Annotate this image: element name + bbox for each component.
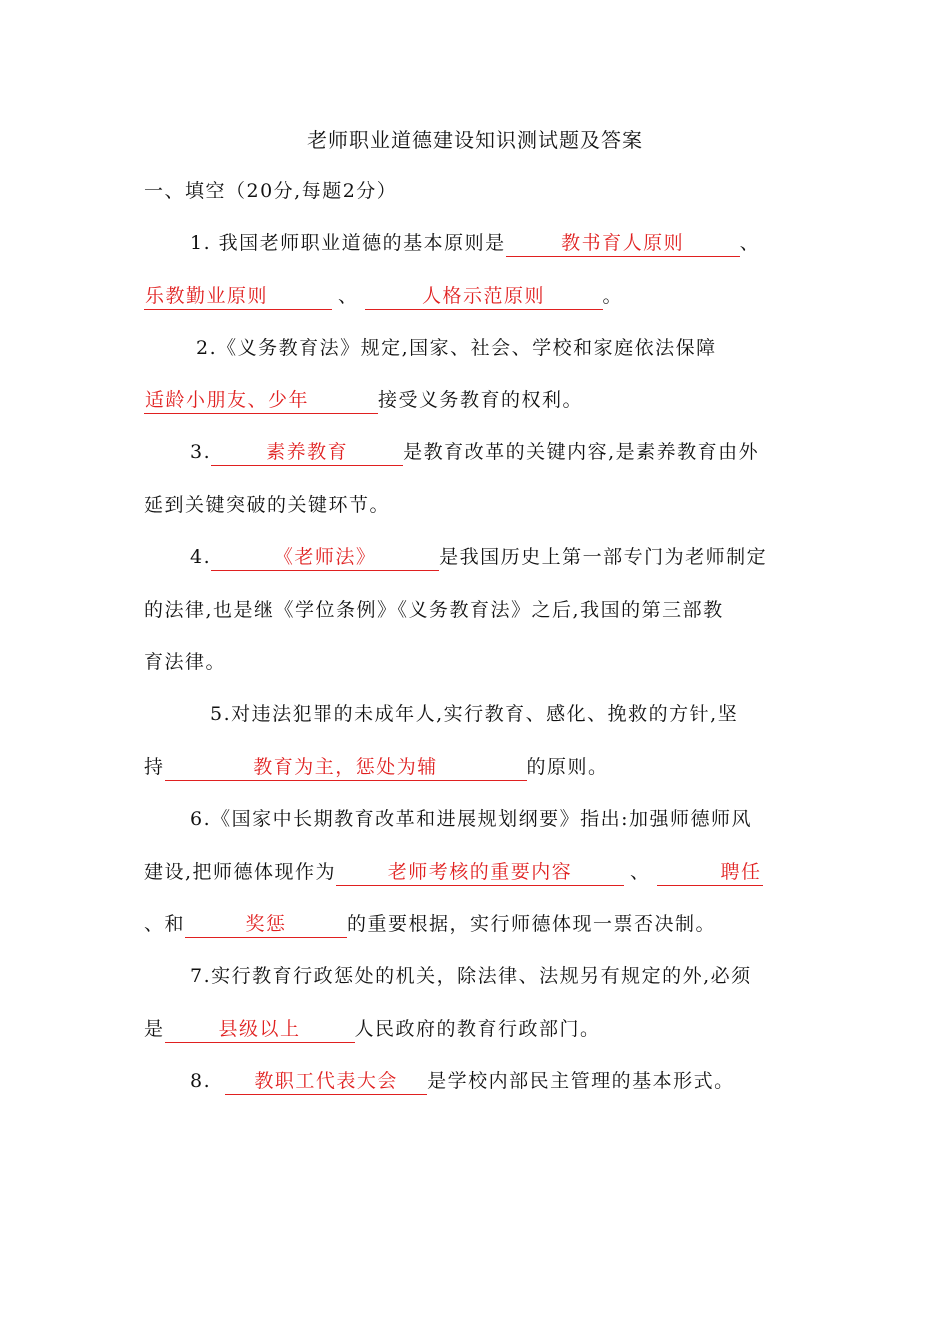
question-5-answer: 教育为主，惩处为辅 [165,757,527,781]
question-6-text: 建设,把师德体现作为 [144,861,337,883]
question-2-text: 接受义务教育的权利。 [378,389,584,411]
question-4-line-2: 的法律,也是继《学位条例》《义务教育法》之后,我国的第三部教 [144,599,724,621]
question-6-line-3 [144,909,716,938]
question-4-line-3: 育法律。 [144,651,227,673]
question-3-number: 3. [190,441,212,463]
question-7-text: 是 [144,1018,165,1040]
question-2-line-1: 2.《义务教育法》规定,国家、社会、学校和家庭依法保障 [196,337,717,359]
question-4-number: 4. [190,546,212,568]
question-6-answer-3: 奖惩 [185,914,347,938]
question-6-answer-2: 聘任 [657,862,763,886]
question-5-text-end: 的原则。 [526,756,609,778]
question-1-line-2 [144,281,623,310]
question-6-answer-1: 老师考核的重要内容 [336,862,624,886]
question-4-text: 是我国历史上第一部专门为老师制定 [439,546,768,568]
question-7-line-2 [144,1014,601,1043]
question-7-answer: 县级以上 [165,1019,355,1043]
question-2-line-2 [144,385,583,414]
question-6-separator-2: 、和 [144,913,186,935]
question-3-line-2: 延到关键突破的关键环节。 [144,494,391,516]
question-8-answer: 教职工代表大会 [225,1071,427,1095]
question-2-answer: 适龄小朋友、少年 [144,390,378,414]
question-8-number: 8. [190,1070,212,1092]
question-4-line-1 [190,542,767,571]
question-8-line-1 [190,1066,735,1095]
question-6-line-2 [144,857,763,886]
question-6-separator: 、 [630,861,651,883]
question-1-answer-1: 教书育人原则 [506,233,740,257]
question-1-separator: 、 [338,285,359,307]
question-5-line-1: 5.对违法犯罪的未成年人,实行教育、感化、挽救的方针,坚 [210,703,739,725]
question-7-text-end: 人民政府的教育行政部门。 [354,1018,601,1040]
question-4-answer: 《老师法》 [211,547,439,571]
question-3-text: 是教育改革的关键内容,是素养教育由外 [403,441,760,463]
question-6-text-end: 的重要根据，实行师德体现一票否决制。 [347,913,717,935]
question-1-line-1 [190,228,760,257]
question-6-line-1: 6.《国家中长期教育改革和进展规划纲要》指出:加强师德师风 [190,808,753,830]
question-1-text: 1. 我国老师职业道德的基本原则是 [190,232,506,254]
question-7-line-1: 7.实行教育行政惩处的机关，除法律、法规另有规定的外,必须 [190,965,752,987]
question-1-answer-3: 人格示范原则 [365,286,603,310]
question-1-answer-2: 乐教勤业原则 [144,286,332,310]
section-heading: 一、填空（20分,每题2分） [144,180,398,202]
question-1-separator: 、 [739,232,761,254]
question-3-answer: 素养教育 [211,442,403,466]
question-1-end: 。 [602,285,624,307]
question-8-text: 是学校内部民主管理的基本形式。 [427,1070,735,1092]
question-3-line-1 [190,437,759,466]
page-title: 老师职业道德建设知识测试题及答案 [307,128,643,152]
question-5-line-2 [144,752,609,781]
question-5-text: 持 [144,756,165,778]
